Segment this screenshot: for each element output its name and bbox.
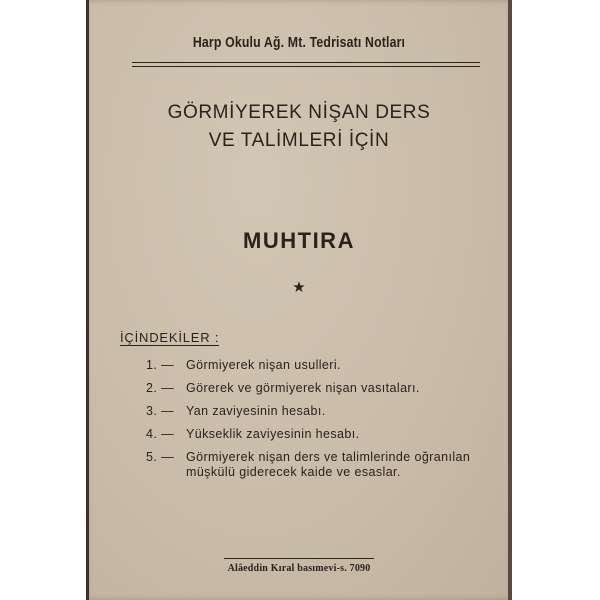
contents-item-number: 2. — bbox=[146, 381, 174, 395]
contents-item bbox=[146, 427, 486, 442]
contents-item-text: Görerek ve görmiyerek nişan vasıtaları. bbox=[186, 381, 420, 395]
contents-item-text: Görmiyerek nişan usulleri. bbox=[186, 358, 341, 372]
contents-item bbox=[146, 450, 486, 480]
contents-list bbox=[146, 358, 486, 488]
contents-item-text: Yan zaviyesinin hesabı. bbox=[186, 404, 326, 418]
contents-item-number: 1. — bbox=[146, 358, 174, 372]
contents-item bbox=[146, 381, 486, 396]
header-rule-bottom bbox=[132, 66, 480, 67]
contents-item-text: Görmiyerek nişan ders ve talimlerinde oğranılan müşkülü giderecek kaide ve esaslar. bbox=[186, 450, 471, 479]
header-title: Harp Okulu Ağ. Mt. Tedrisatı Notları bbox=[192, 34, 406, 51]
contents-item-number: 3. — bbox=[146, 404, 174, 418]
printer-imprint: Alâeddin Kıral basımevi-s. 7090 bbox=[227, 563, 371, 574]
star-icon: ★ bbox=[292, 278, 306, 296]
document-title: MUHTIRA bbox=[243, 228, 355, 253]
cover-left-edge bbox=[86, 0, 89, 600]
cover-right-edge bbox=[508, 0, 512, 600]
contents-item-number: 5. — bbox=[146, 450, 174, 464]
contents-item-number: 4. — bbox=[146, 427, 174, 441]
header-rule-top bbox=[132, 62, 480, 63]
contents-item-text: Yükseklik zaviyesinin hesabı. bbox=[186, 427, 360, 441]
contents-heading: İÇİNDEKİLER : bbox=[120, 330, 220, 345]
footer-rule bbox=[224, 558, 374, 559]
contents-item bbox=[146, 358, 486, 373]
contents-item bbox=[146, 404, 486, 419]
booklet-cover bbox=[86, 0, 512, 600]
subtitle-line-2: VE TALİMLERİ İÇİN bbox=[208, 130, 390, 151]
subtitle-line-1: GÖRMİYEREK NİŞAN DERS bbox=[167, 102, 431, 123]
